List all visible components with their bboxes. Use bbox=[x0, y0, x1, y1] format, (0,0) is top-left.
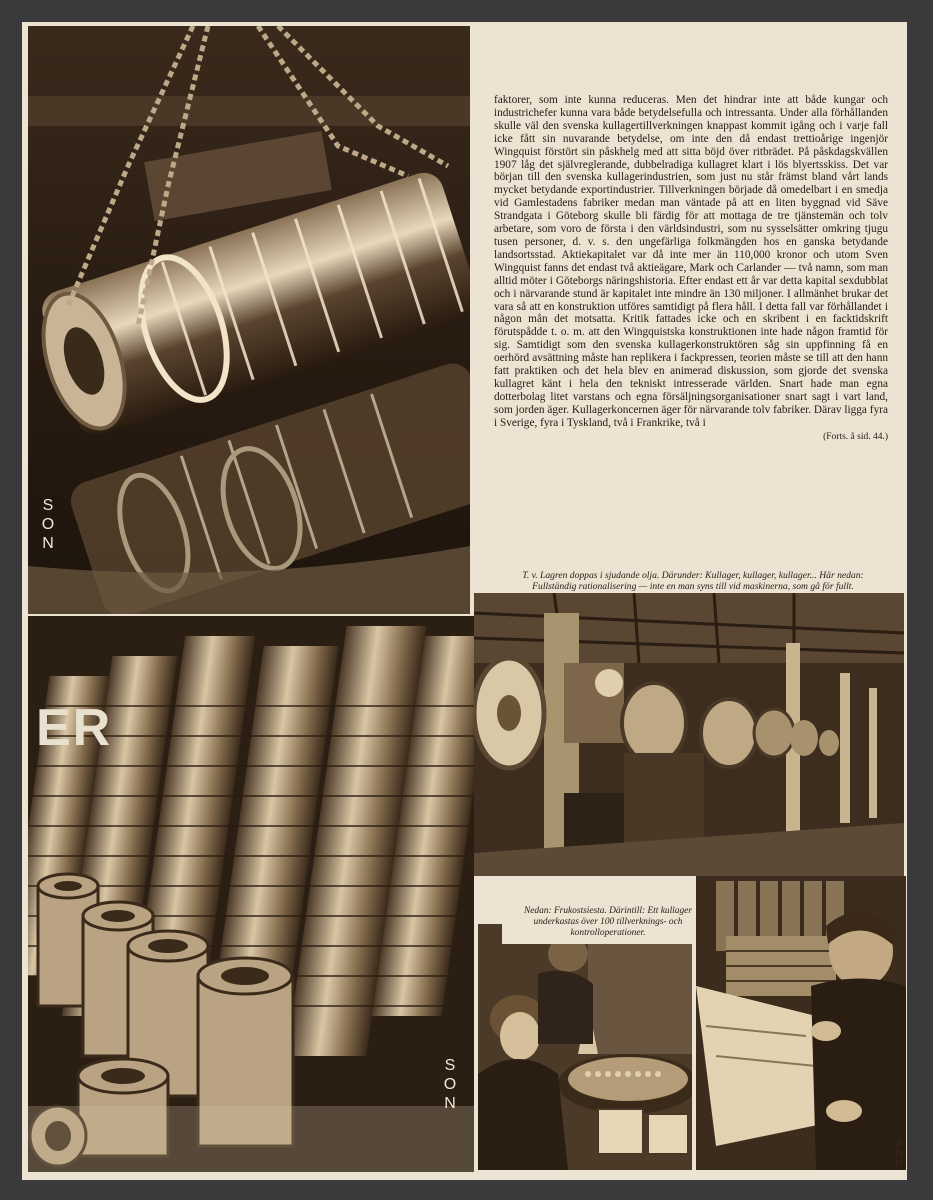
photo-bearing-stacks bbox=[28, 616, 474, 1172]
caption-middle: Nedan: Frukostsiesta. Därintill: Ett kullager underkastas över 100 tillverknings- och kontrolloperationer. bbox=[502, 906, 714, 944]
photo-breakfast-break bbox=[478, 924, 692, 1170]
continuation-note: (Forts. å sid. 44.) bbox=[823, 431, 888, 442]
photo-factory-machines bbox=[474, 593, 904, 876]
photographer-signature-2: S O N bbox=[443, 1057, 457, 1112]
article-text bbox=[494, 94, 888, 443]
photo-bearings-in-oil bbox=[28, 26, 470, 614]
magazine-page bbox=[22, 22, 907, 1180]
caption-top: T. v. Lagren doppas i sjudande olja. Därunder: Kullager, kullager, kullager... Här nedan: Fullständig rationalisering — inte en man syns till vid maskinerna, som gå för fullt. bbox=[522, 570, 864, 592]
article-body: faktorer, som inte kunna reduceras. Men det hindrar inte att både kungar och industrichefer kunna vara både betydelsefulla och intressanta. Under alla förhållanden skulle väl den svenska kullagertillverkningen knappast kommit igång och i varje fall icke fått sin nuvarande betydelse, om inte den då endast trettioårige ingenjör Wingquist förstört sin påskhelg med att sitta böjd över ritbrädet. På påskdagskvällen 1907 låg det självreglerande, dubbelradiga kullagret klart i lös blyertsskiss. Det var början till den svenska kullagerindustrien, som just nu står främst bland vårt lands mycket betydande exportindustrier. Tillverkningen började då omedelbart i en smedja vid Gamlestadens fabriker medan man väntade på att en liten byggnad vid Säve Strandgata i Göteborg skulle bli färdig för att mottaga de tre tjänstemän och tolv arbetare, som voro de första i den världsindustri, som nu sysselsätter omkring tjugu tusen personer, d. v. s. den ungefärliga folkmängden hos en ganska betydande landsortsstad. Aktiekapitalet var då inte mer än 110,000 kronor och utom Sven Wingquist fanns det endast två aktieägare, Mark och Carlander — två namn, som man alltid möter i Göteborgs näringshistoria. Efter endast ett år var detta kapital sexdubblat och i närvarande stund är kapitalet inte mindre än 130 miljoner. I allmänhet brukar det vara så att en konstruktion utföres samtidigt på flera håll. I detta fall var förhållandet i någon mån det motsatta. Kritik fattades icke och en skribent i en facktidskrift förutspådde t. o. m. att den Wingquistska konstruktionen inte hade någon framtid för sig. Samtidigt som den svenska kullagerkonstruktören såg sin uppfinning få en oerhörd avsättning måste han replikera i fackpressen, teorien måste se till att den hann fatt praktiken och det hela blev en animerad diskussion, som gjorde det svenska kullagret känt i hela den tekniskt intresserade världen. Snart hade man egna dotterbolag litet varstans och egna försäljningsorganisationer snart sagt i vart land, som jorden äger. Kullagerkoncernen äger för närvarande tolv fabriker. Därav ligga fyra i Sverige, fyra i Tyskland, två i Frankrike, två i bbox=[494, 94, 888, 429]
photographer-signature-5: S O N bbox=[895, 1138, 903, 1168]
photographer-signature-1: S O N bbox=[41, 497, 55, 552]
photo-bearing-inspection bbox=[696, 876, 906, 1170]
headline-fragment: ER bbox=[36, 699, 113, 757]
